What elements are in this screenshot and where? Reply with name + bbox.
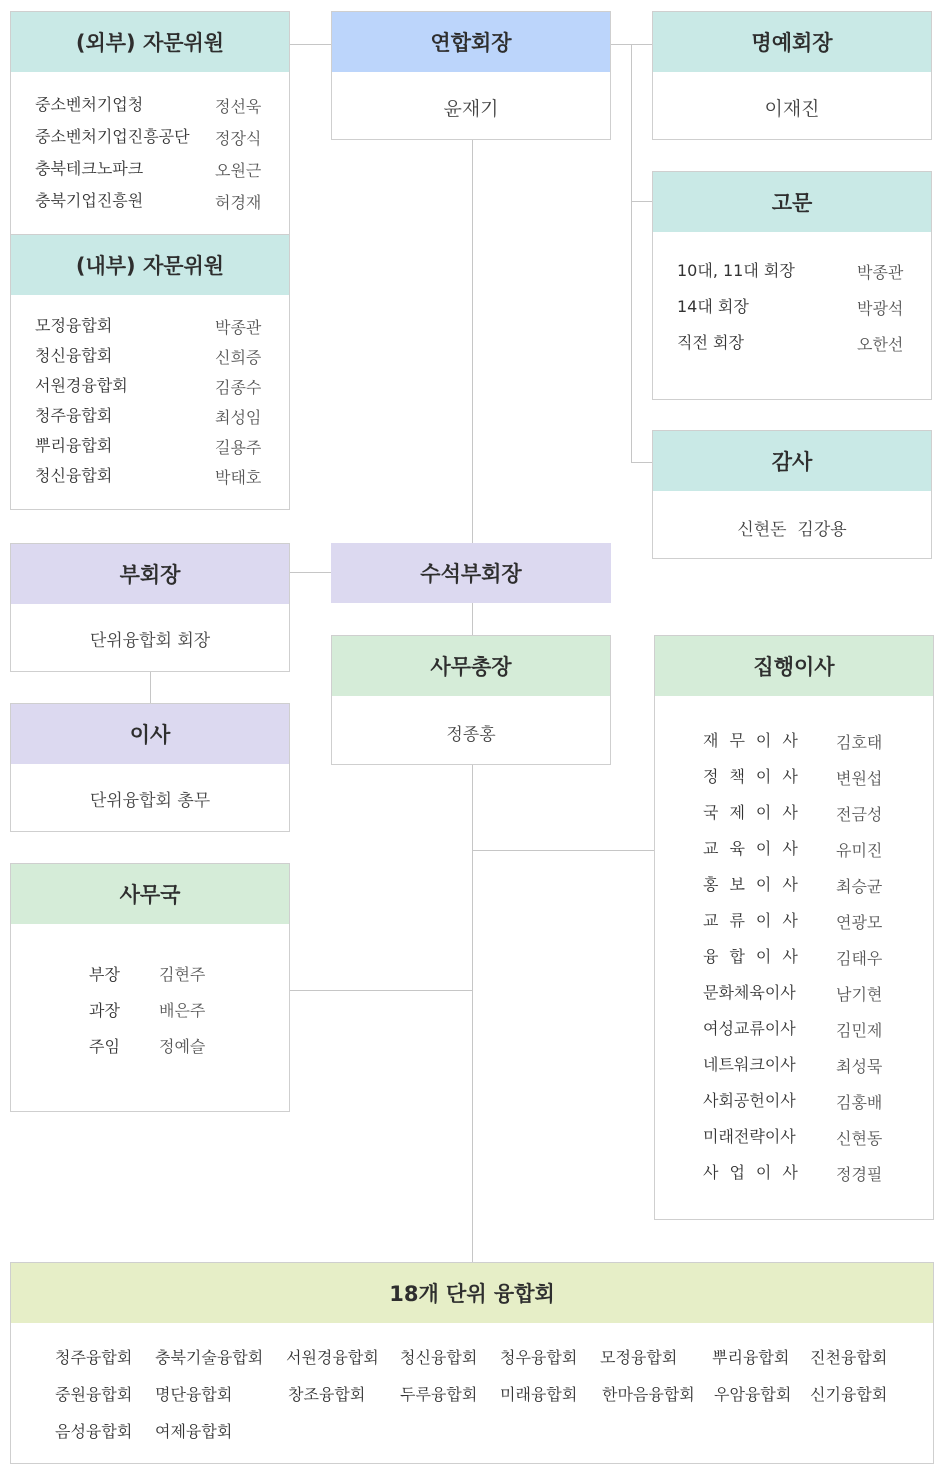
connector-vice-senior (290, 572, 331, 573)
auditor-box (652, 430, 932, 559)
unit-associations-title: 18개 단위 융합회 (11, 1263, 933, 1323)
list-item: 창조융합회 (288, 1385, 366, 1404)
secretary-general-name: 정종홍 (446, 725, 496, 745)
chairman-name: 윤재기 (443, 98, 499, 120)
list-item: 음성융합회 (55, 1422, 133, 1441)
connector-exec (472, 850, 654, 851)
director-title: 이사 (11, 704, 289, 764)
honorary-chairman-box (652, 11, 932, 140)
chairman-title: 연합회장 (332, 12, 610, 72)
connector-right-trunk (631, 44, 632, 462)
senior-vice-chairman-title: 수석부회장 (331, 543, 611, 603)
connector-main-trunk-bottom (472, 765, 473, 1262)
connector-senior-secgen (472, 603, 473, 635)
list-item: 중원융합회 (55, 1385, 133, 1404)
executive-directors-box: 집행이사 재무이사 김호태 정책이사 변원섭 국제이사 전금성 교육이사 유미진 홍보이사 최승균 교류이사 연광모 융합이사 김태우 문화체육이사 남기현 여성교류이사 김민제 네트워크이사 최성묵 사회공헌이사 김홍배 미래전략이사 신현동 사업이사 정경필 (654, 635, 934, 1220)
list-item: 신기융합회 (810, 1385, 888, 1404)
internal-advisors-box: (내부) 자문위원 모정융합회 박종관 청신융합회 신희증 서원경융합회 김종수 청주융합회 최성임 뿌리융합회 길용주 청신융합회 박태호 (10, 234, 290, 510)
unit-associations-box (10, 1262, 934, 1464)
connector-ext-chair (290, 44, 331, 45)
director-box (10, 703, 290, 832)
chairman-box (331, 11, 611, 140)
secretariat-title: 사무국 (11, 864, 289, 924)
external-advisors-title: (외부) 자문위원 (11, 12, 289, 72)
list-item: 서원경융합회 (286, 1348, 379, 1367)
list-item: 청우융합회 (500, 1348, 578, 1367)
vice-chairman-box (10, 543, 290, 672)
list-item: 진천융합회 (810, 1348, 888, 1367)
vice-chairman-desc: 단위융합회 회장 (89, 631, 211, 651)
secretariat-box: 사무국 부장 김현주 과장 배은주 주임 정예슬 (10, 863, 290, 1112)
list-item: 우암융합회 (714, 1385, 792, 1404)
external-advisors-box: (외부) 자문위원 중소벤처기업청 정선욱 중소벤처기업진흥공단 정장식 충북테크노파크 오원근 충북기업진흥원 허경재 (10, 11, 290, 235)
connector-adviser (631, 201, 652, 202)
auditor-names: 신현돈 김강용 (737, 520, 847, 540)
secretary-general-box (331, 635, 611, 765)
vice-chairman-title: 부회장 (11, 544, 289, 604)
connector-main-trunk-top (472, 140, 473, 543)
list-item: 뿌리융합회 (712, 1348, 790, 1367)
list-item: 명단융합회 (155, 1385, 233, 1404)
auditor-title: 감사 (653, 431, 931, 491)
connector-vice-director (150, 672, 151, 703)
list-item: 여제융합회 (155, 1422, 233, 1441)
list-item: 모정융합회 (600, 1348, 678, 1367)
connector-secretariat (290, 990, 472, 991)
list-item: 청주융합회 (55, 1348, 133, 1367)
internal-advisors-title: (내부) 자문위원 (11, 235, 289, 295)
honorary-chairman-title: 명예회장 (653, 12, 931, 72)
director-desc: 단위융합회 총무 (89, 791, 211, 811)
list-item: 미래융합회 (500, 1385, 578, 1404)
connector-auditor (631, 462, 652, 463)
executive-directors-title: 집행이사 (655, 636, 933, 696)
honorary-chairman-name: 이재진 (764, 98, 820, 120)
secretary-general-title: 사무총장 (332, 636, 610, 696)
list-item: 충북기술융합회 (155, 1348, 264, 1367)
adviser-title: 고문 (653, 172, 931, 232)
list-item: 한마음융합회 (602, 1385, 695, 1404)
senior-vice-chairman-box (331, 543, 611, 603)
list-item: 두루융합회 (400, 1385, 478, 1404)
adviser-box: 고문 10대, 11대 회장 박종관 14대 회장 박광석 직전 회장 오한선 (652, 171, 932, 400)
list-item: 청신융합회 (400, 1348, 478, 1367)
